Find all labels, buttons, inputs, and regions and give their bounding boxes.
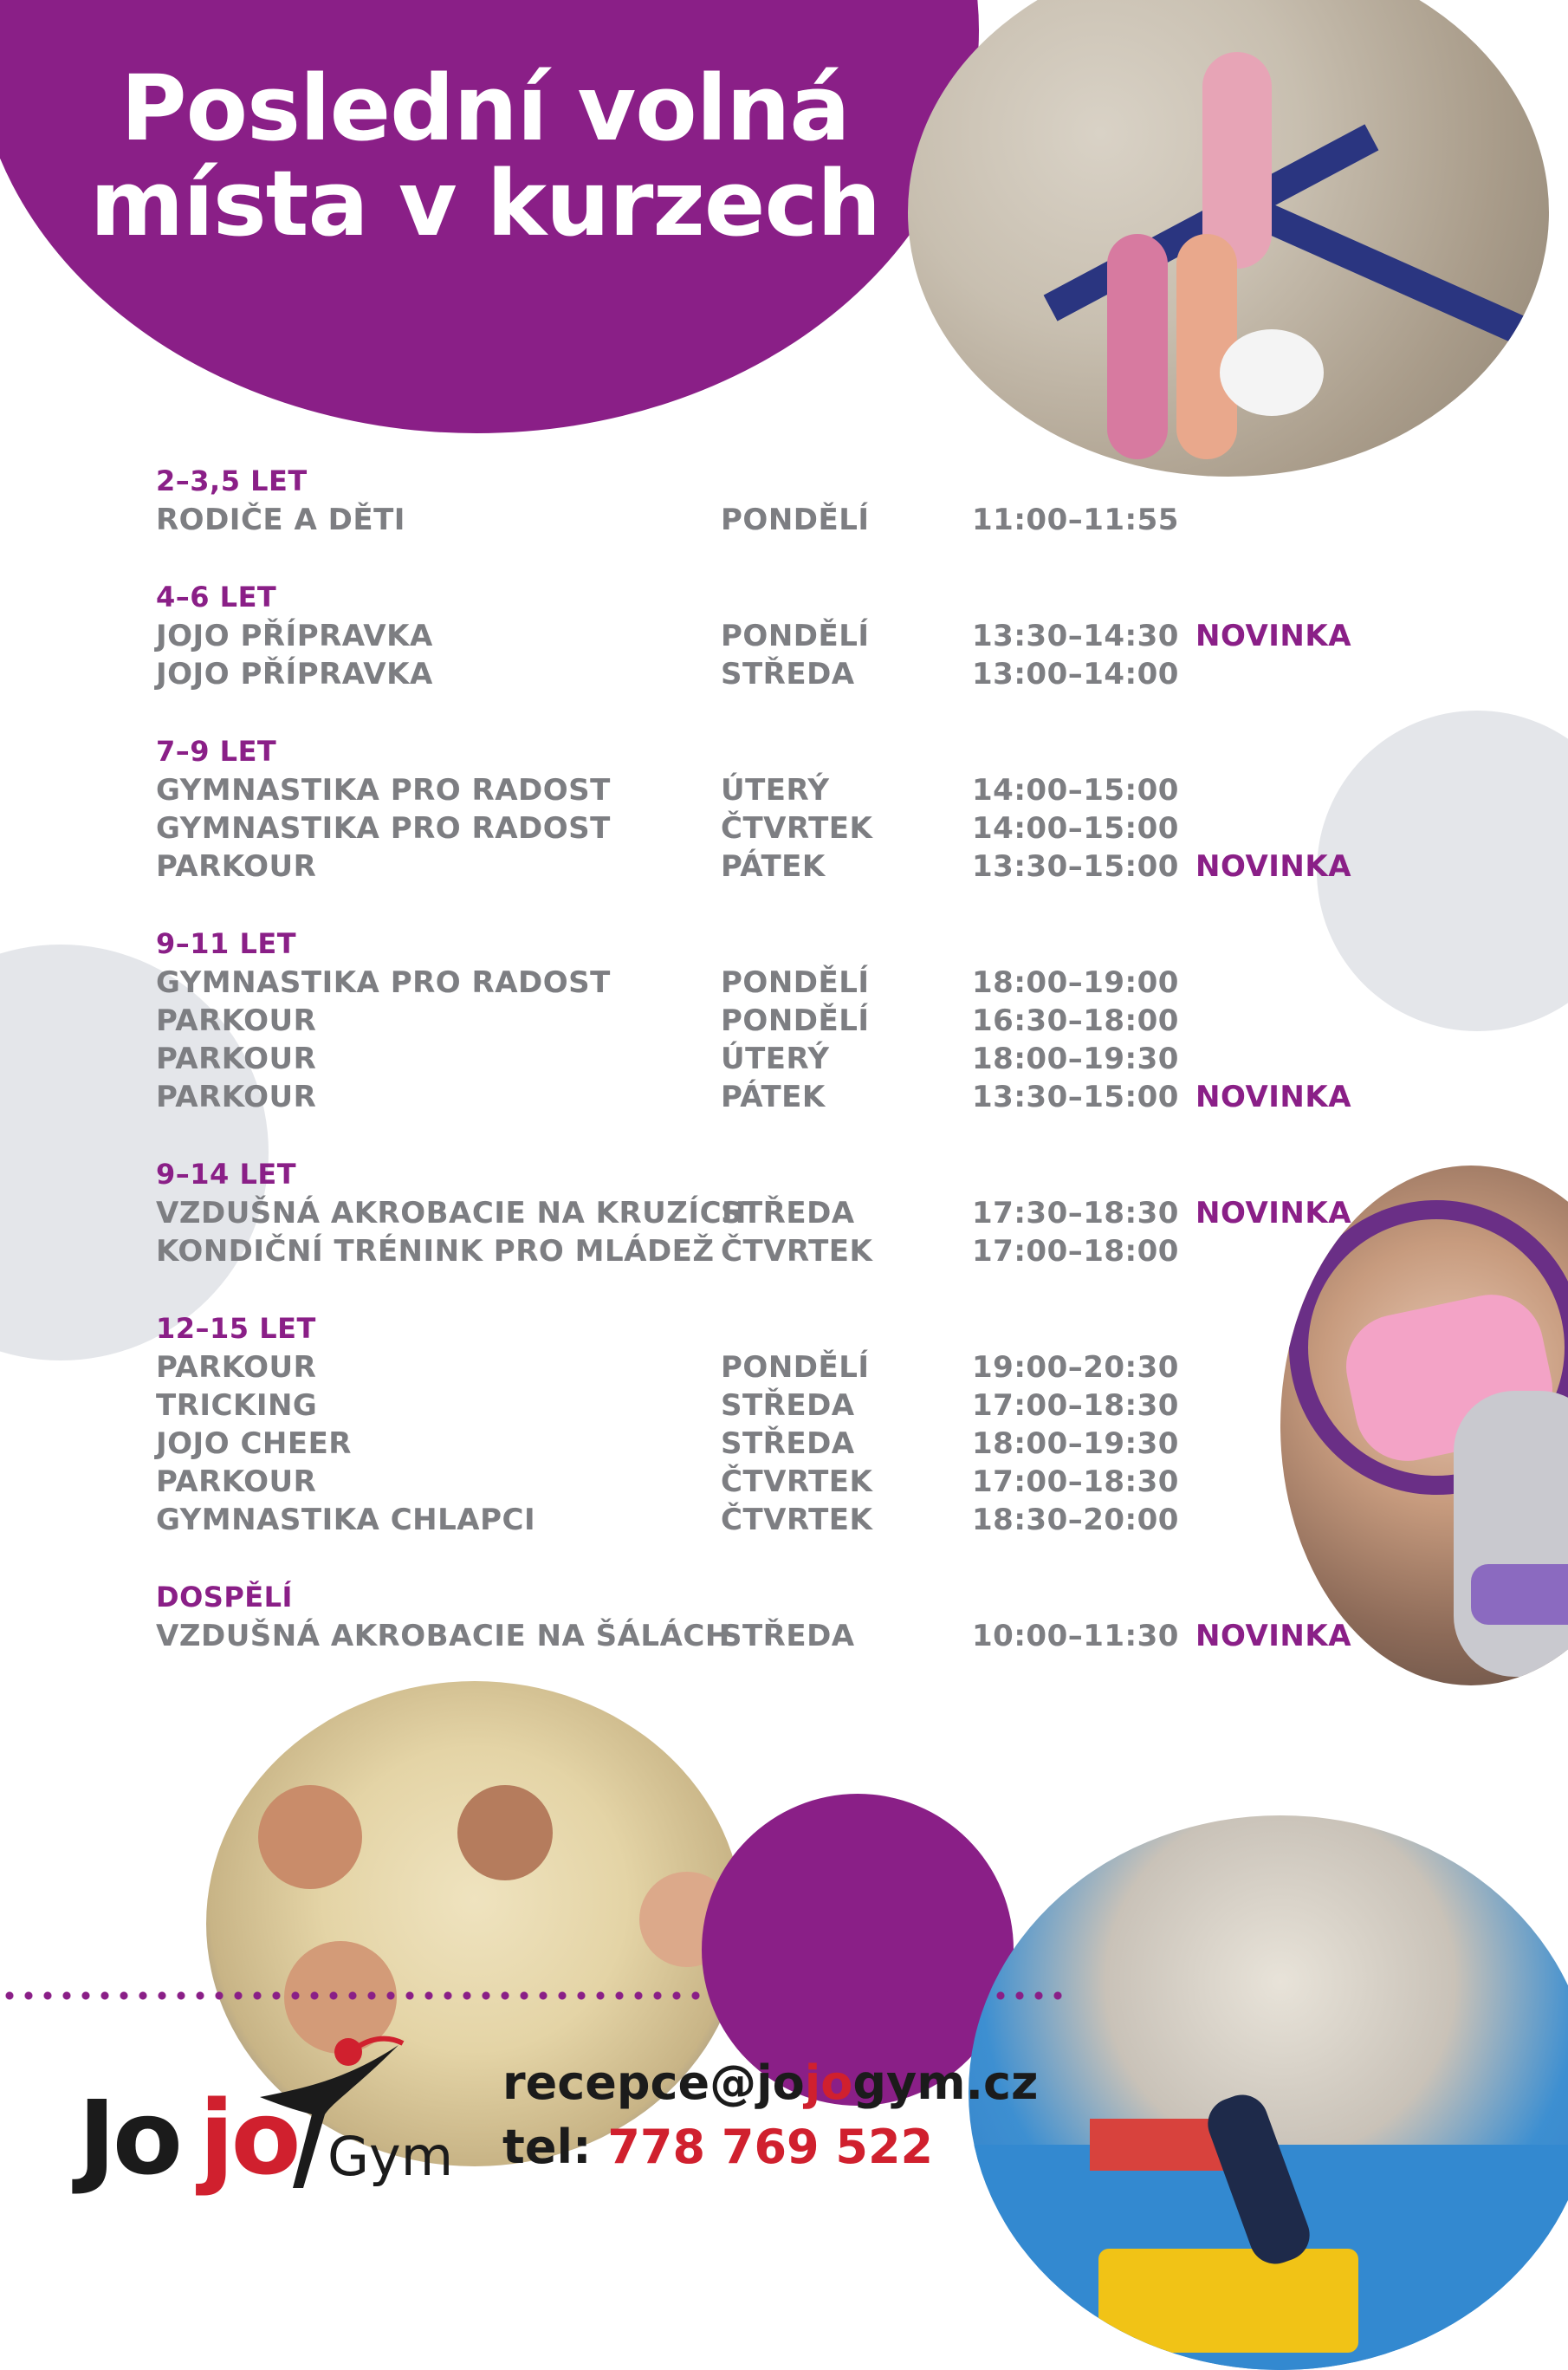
age-group-heading: 12–15 LET [156, 1312, 316, 1345]
course-time: 13:30–15:00 [972, 849, 1179, 884]
course-time: 18:30–20:00 [972, 1503, 1179, 1537]
email-part-red: jo [804, 2055, 853, 2110]
course-time: 16:30–18:00 [972, 1003, 1179, 1038]
course-day: ČTVRTEK [721, 1503, 873, 1537]
logo-text-jo-red: jo [199, 2078, 298, 2198]
course-day: STŘEDA [721, 1196, 855, 1230]
logo-text-gym: Gym [327, 2125, 454, 2188]
course-row [0, 503, 1568, 541]
course-time: 11:00–11:55 [972, 503, 1179, 537]
age-group-heading: 4–6 LET [156, 581, 277, 614]
course-row [0, 1234, 1568, 1272]
course-day: STŘEDA [721, 1619, 855, 1653]
course-row [0, 1503, 1568, 1541]
course-day: STŘEDA [721, 1388, 855, 1423]
course-name: PARKOUR [156, 1042, 317, 1076]
email-part: recepce@jo [502, 2055, 805, 2110]
new-course-badge: NOVINKA [1195, 1080, 1352, 1114]
poster-title-line-2: místa v kurzech [89, 151, 881, 256]
new-course-badge: NOVINKA [1195, 1619, 1352, 1653]
new-course-badge: NOVINKA [1195, 1196, 1352, 1230]
course-time: 14:00–15:00 [972, 773, 1179, 808]
course-day: STŘEDA [721, 657, 855, 692]
new-course-badge: NOVINKA [1195, 619, 1352, 653]
course-day: ÚTERÝ [721, 1042, 830, 1076]
course-day: STŘEDA [721, 1426, 855, 1461]
jojo-gym-logo [78, 2028, 459, 2201]
course-row [0, 773, 1568, 811]
age-group-heading: 2–3,5 LET [156, 464, 308, 497]
course-day: ČTVRTEK [721, 1464, 873, 1499]
course-day: PONDĚLÍ [721, 1003, 870, 1038]
course-name: PARKOUR [156, 1350, 317, 1385]
course-row [0, 1350, 1568, 1388]
dotted-divider [0, 1991, 1066, 2000]
course-row [0, 1080, 1568, 1118]
course-time: 14:00–15:00 [972, 811, 1179, 846]
course-name: PARKOUR [156, 849, 317, 884]
course-row [0, 619, 1568, 657]
course-name: VZDUŠNÁ AKROBACIE NA KRUZÍCH [156, 1196, 747, 1230]
course-day: PÁTEK [721, 1080, 826, 1114]
course-row [0, 1619, 1568, 1657]
course-time: 17:30–18:30 [972, 1196, 1179, 1230]
course-row [0, 1464, 1568, 1503]
course-day: ČTVRTEK [721, 1234, 873, 1269]
poster-title-line-1: Poslední volná [120, 55, 850, 161]
course-name: JOJO CHEER [156, 1426, 352, 1461]
course-time: 13:30–14:30 [972, 619, 1179, 653]
course-day: PONDĚLÍ [721, 619, 870, 653]
course-day: PÁTEK [721, 849, 826, 884]
new-course-badge: NOVINKA [1195, 849, 1352, 884]
course-time: 17:00–18:30 [972, 1464, 1179, 1499]
course-time: 10:00–11:30 [972, 1619, 1179, 1653]
course-name: KONDIČNÍ TRÉNINK PRO MLÁDEŽ [156, 1234, 715, 1269]
course-row [0, 1426, 1568, 1464]
course-name: TRICKING [156, 1388, 318, 1423]
course-name: JOJO PŘÍPRAVKA [156, 657, 433, 692]
course-name: GYMNASTIKA PRO RADOST [156, 773, 611, 808]
course-name: PARKOUR [156, 1080, 317, 1114]
course-time: 13:30–15:00 [972, 1080, 1179, 1114]
course-day: ČTVRTEK [721, 811, 873, 846]
course-day: PONDĚLÍ [721, 1350, 870, 1385]
course-name: JOJO PŘÍPRAVKA [156, 619, 433, 653]
course-time: 18:00–19:30 [972, 1426, 1179, 1461]
age-group-heading: 9–14 LET [156, 1158, 297, 1191]
gymnastics-girls-photo [908, 0, 1549, 477]
course-name: PARKOUR [156, 1003, 317, 1038]
course-time: 17:00–18:30 [972, 1388, 1179, 1423]
course-row [0, 1003, 1568, 1042]
age-group-heading: 9–11 LET [156, 927, 297, 960]
age-group-heading: 7–9 LET [156, 735, 277, 768]
course-time: 19:00–20:30 [972, 1350, 1179, 1385]
phone-number: 778 769 522 [607, 2120, 934, 2174]
logo-text-jo: Jo [78, 2078, 179, 2198]
course-time: 17:00–18:00 [972, 1234, 1179, 1269]
phone-label: tel: [502, 2120, 592, 2174]
course-row [0, 1196, 1568, 1234]
course-time: 18:00–19:30 [972, 1042, 1179, 1076]
course-name: GYMNASTIKA PRO RADOST [156, 811, 611, 846]
contact-email[interactable] [502, 2055, 1038, 2110]
course-day: PONDĚLÍ [721, 503, 870, 537]
course-name: VZDUŠNÁ AKROBACIE NA ŠÁLÁCH [156, 1619, 730, 1653]
age-group-heading: DOSPĚLÍ [156, 1581, 293, 1614]
email-part: gym.cz [852, 2055, 1039, 2110]
course-day: ÚTERÝ [721, 773, 830, 808]
course-row [0, 1042, 1568, 1080]
course-row [0, 849, 1568, 887]
contact-phone[interactable] [502, 2120, 933, 2174]
course-name: GYMNASTIKA CHLAPCI [156, 1503, 536, 1537]
course-row [0, 965, 1568, 1003]
course-row [0, 811, 1568, 849]
course-name: GYMNASTIKA PRO RADOST [156, 965, 611, 1000]
course-name: RODIČE A DĚTI [156, 503, 405, 537]
course-time: 18:00–19:00 [972, 965, 1179, 1000]
course-time: 13:00–14:00 [972, 657, 1179, 692]
gym-hall-photo [969, 1815, 1568, 2370]
course-row [0, 1388, 1568, 1426]
course-name: PARKOUR [156, 1464, 317, 1499]
course-day: PONDĚLÍ [721, 965, 870, 1000]
course-row [0, 657, 1568, 695]
